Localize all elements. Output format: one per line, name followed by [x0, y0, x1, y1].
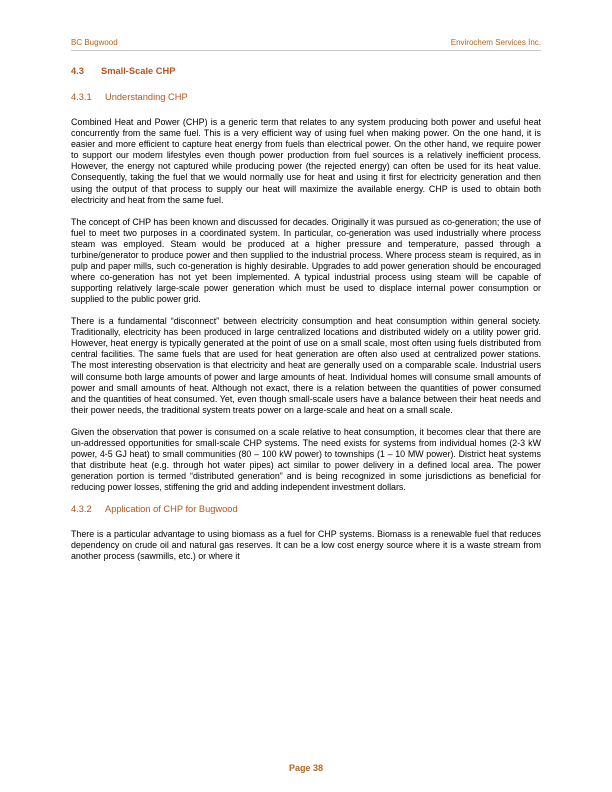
page-number: Page 38 [288, 763, 324, 773]
document-body [71, 66, 541, 573]
paragraph: Given the observation that power is consumed on a scale relative to heat consumption, it becomes clear that there are un-addressed opportunities for small-scale CHP systems. The need exists for systems from individual homes (2-3 kW power, 4-5 GJ heat) to small communities (80 – 100 kW power) to townships (1 – 10 MW power). District heat systems that distribute heat (e.g. through hot water pipes) act similar to power delivery in a defined local area. The power generation portion is termed “distributed generation” and is being recognized in some jurisdictions as beneficial for reducing power losses, stiffening the grid and adding independent investment dollars. [71, 426, 541, 493]
subsection-1-title: Understanding CHP [105, 92, 188, 102]
subsection-heading-2 [71, 504, 541, 516]
paragraph: Combined Heat and Power (CHP) is a generic term that relates to any system producing both power and useful heat concurrently from the same fuel. This is a very efficient way of using fuel when making power. On the one hand, it is easier and more efficient to capture heat energy from fuels than electrical power. On the other hand, we require power to support our modern lifestyles even though power production from fuel sources is a relatively inefficient process. However, the energy not captured while producing power (the rejected energy) can often be used for its heat value. Consequently, taking the fuel that we would normally use for heat and using it first for electricity generation and then using the output of that process to supply our heat will maximize the available energy. CHP is used to obtain both electricity and heat from the same fuel. [71, 117, 541, 205]
subsection-heading-1 [71, 92, 541, 104]
paragraph: The concept of CHP has been known and discussed for decades. Originally it was pursued as co-generation; the use of fuel to meet two purposes in a coordinated system. In particular, co-generation was used industrially where process steam was employed. Steam would be produced at a higher pressure and temperature, passed through a turbine/generator to produce power and then supplied to the industrial process. Where process steam is required, as in pulp and paper mills, such co-generation is highly desirable. Upgrades to add power generation should be encouraged where co-generation has not yet been implemented. A typical industrial process using steam will be capable of supporting relatively large-scale power generation which must be used to displace internal power consumption or supplied to the public power grid. [71, 216, 541, 305]
header-left-text: BC Bugwood [71, 38, 118, 47]
section-number: 4.3 [71, 66, 84, 76]
subsection-2-title: Application of CHP for Bugwood [105, 504, 238, 515]
section-heading [71, 66, 541, 78]
section-title: Small-Scale CHP [101, 66, 176, 76]
page-footer [0, 763, 612, 773]
paragraph: There is a fundamental “disconnect” between electricity consumption and heat consumption within general society. Traditionally, electricity has been produced in large centralized locations and distributed widely on a utility power grid. However, heat energy is typically generated at the point of use on a small scale, most often using fuels distributed from central facilities. The same fuels that are used for heat generation are often also used at centralized power stations. The most interesting observation is that electricity and heat are generally used on a comparable scale. Industrial users will consume both large amounts of power and large amounts of heat. Individual homes will consume small amounts of power and small amounts of heat. Although not exact, there is a relation between the quantities of power consumed and the quantities of heat consumed. Yet, even though small-scale users have a balance between their heat needs and their power needs, the traditional system treats power on a large-scale and heat on a small scale. [71, 316, 541, 415]
subsection-2-number: 4.3.2 [71, 504, 92, 515]
paragraph: There is a particular advantage to using biomass as a fuel for CHP systems. Biomass is a renewable fuel that reduces dependency on crude oil and natural gas reserves. It can be a low cost energy source where it is a waste stream from another process (sawmills, etc.) or where it [71, 529, 541, 562]
page-header [71, 38, 541, 51]
header-right-text: Envirochem Services Inc. [450, 38, 541, 47]
subsection-1-number: 4.3.1 [71, 92, 92, 102]
